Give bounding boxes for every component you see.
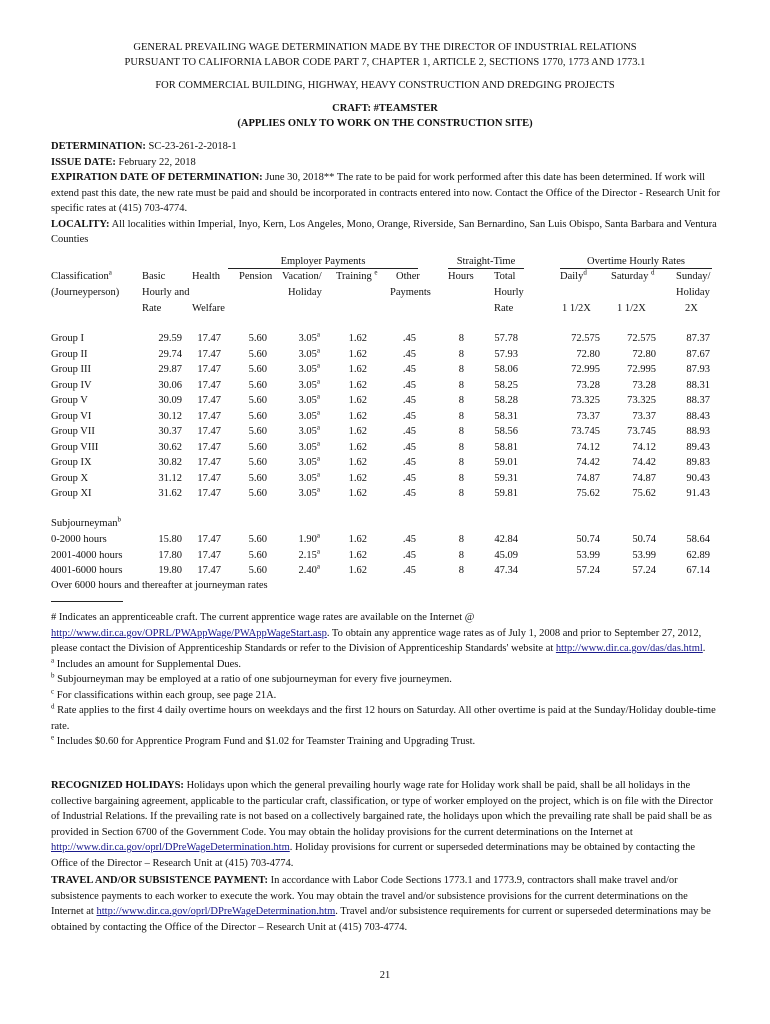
cell-train: 1.62 bbox=[348, 364, 367, 375]
cell-total: 58.06 bbox=[494, 364, 518, 375]
col-sunday-1: Sunday/ bbox=[676, 271, 711, 282]
cell-daily: 53.99 bbox=[576, 549, 600, 561]
header-line-1: GENERAL PREVAILING WAGE DETERMINATION MADE BY THE DIRECTOR OF INDUSTRIAL RELATIONS bbox=[133, 42, 637, 53]
cell-sun: 87.67 bbox=[686, 348, 710, 360]
cell-hours: 8 bbox=[458, 472, 464, 484]
cell-hours: 8 bbox=[458, 565, 464, 576]
cell-train: 1.62 bbox=[348, 565, 367, 576]
col-total-2: Hourly bbox=[494, 287, 524, 298]
travel-text-2: . Travel and/or subsistence requirements for current or superseded determinations may be obtained by contacting the Office of the Director – Research Unit at (415) 703-4774. bbox=[51, 906, 711, 933]
cell-sun: 89.43 bbox=[686, 441, 710, 453]
header-line-2: PURSUANT TO CALIFORNIA LABOR CODE PART 7, CHAPTER 1, ARTICLE 2, SECTIONS 1770, 1773 AND 1773.1 bbox=[124, 57, 646, 68]
col-sunday-rate: 2X bbox=[685, 303, 698, 314]
cell-pension: 5.60 bbox=[248, 426, 267, 437]
cell-basic: 30.37 bbox=[158, 426, 182, 437]
cell-health: 17.47 bbox=[197, 441, 221, 453]
cell-health: 17.47 bbox=[197, 395, 221, 406]
expiration-label: EXPIRATION DATE OF DETERMINATION: bbox=[51, 172, 263, 183]
col-training: Training $^e$ bbox=[336, 268, 378, 282]
cell-other: .45 bbox=[402, 333, 416, 344]
cell-cls: Group VI bbox=[51, 410, 92, 422]
col-pension: Pension bbox=[239, 271, 273, 282]
cell-hours: 8 bbox=[458, 441, 464, 453]
col-basic-2: Hourly and bbox=[142, 287, 190, 298]
cell-health: 17.47 bbox=[197, 549, 221, 561]
cell-basic: 30.82 bbox=[158, 457, 182, 468]
cell-total: 47.34 bbox=[494, 565, 518, 576]
cell-health: 17.47 bbox=[197, 426, 221, 437]
subjourneyman-title: Subjourneyman$^b$ bbox=[51, 515, 121, 529]
cell-other: .45 bbox=[402, 364, 416, 375]
col-hours: Hours bbox=[448, 271, 474, 282]
cell-cls: Group VIII bbox=[51, 441, 99, 453]
cell-basic: 19.80 bbox=[158, 565, 182, 576]
cell-total: 58.56 bbox=[494, 426, 518, 437]
cell-pension: 5.60 bbox=[248, 534, 267, 545]
header-line-3: FOR COMMERCIAL BUILDING, HIGHWAY, HEAVY CONSTRUCTION AND DREDGING PROJECTS bbox=[155, 80, 615, 91]
holidays-link[interactable]: http://www.dir.ca.gov/oprl/DPreWageDetermination.htm bbox=[51, 842, 290, 853]
straight-time-header: Straight-Time bbox=[456, 256, 516, 267]
cell-pension: 5.60 bbox=[248, 333, 267, 344]
cell-total: 58.81 bbox=[494, 441, 518, 453]
cell-other: .45 bbox=[402, 410, 416, 422]
cell-total: 45.09 bbox=[494, 549, 518, 561]
cell-daily: 74.87 bbox=[576, 472, 600, 484]
cell-sat: 53.99 bbox=[632, 549, 656, 561]
footnote-a: $^a$ Includes an amount for Supplemental Dues. bbox=[51, 656, 242, 670]
cell-total: 58.25 bbox=[494, 379, 518, 391]
cell-other: .45 bbox=[402, 549, 416, 561]
footnote-e: $^e$ Includes $0.60 for Apprentice Program Fund and $1.02 for Teamster Training and Upgrading Trust. bbox=[51, 733, 476, 747]
cell-train: 1.62 bbox=[348, 426, 367, 437]
cell-vac: 3.05$^a$ bbox=[298, 392, 320, 406]
cell-daily: 75.62 bbox=[576, 488, 600, 499]
cell-total: 58.31 bbox=[494, 410, 518, 422]
cell-sat: 73.37 bbox=[632, 410, 656, 422]
cell-daily: 72.995 bbox=[571, 364, 600, 375]
cell-hours: 8 bbox=[458, 379, 464, 391]
cell-sun: 88.37 bbox=[686, 395, 710, 406]
footnote-c: $^c$ For classifications within each group, see page 21A. bbox=[51, 687, 277, 701]
cell-basic: 30.62 bbox=[158, 441, 182, 453]
col-vacation-2: Holiday bbox=[288, 287, 322, 298]
cell-sat: 73.28 bbox=[632, 379, 656, 391]
cell-other: .45 bbox=[402, 348, 416, 360]
cell-vac: 3.05$^a$ bbox=[298, 408, 320, 422]
footnotes bbox=[51, 610, 723, 750]
cell-pension: 5.60 bbox=[248, 364, 267, 375]
holidays-text-1: Holidays upon which the general prevailing hourly wage rate for Holiday work shall be paid, shall be all holidays in the collective bargaining agreement, applicable to the particular craft, classification, or type of worker employed on the project, which is on file with the Director of Industrial Relations. If the prevailing rate is not based on a collectively bargained rate, the holidays upon which the prevailing rate shall be paid shall be as provided in Section 6700 of the Government Code. You may obtain the holiday provisions for the current determinations on the Internet at bbox=[51, 780, 713, 838]
cell-pension: 5.60 bbox=[248, 565, 267, 576]
cell-cls: 0-2000 hours bbox=[51, 534, 107, 545]
cell-cls: Group XI bbox=[51, 488, 92, 499]
cell-sat: 73.325 bbox=[627, 395, 656, 406]
holidays-label: RECOGNIZED HOLIDAYS: bbox=[51, 780, 184, 791]
footnote-separator bbox=[51, 601, 123, 602]
cell-pension: 5.60 bbox=[248, 549, 267, 561]
cell-vac: 3.05$^a$ bbox=[298, 346, 320, 360]
cell-hours: 8 bbox=[458, 395, 464, 406]
cell-sat: 72.80 bbox=[632, 348, 656, 360]
col-daily: Daily$^d$ bbox=[560, 268, 587, 282]
cell-other: .45 bbox=[402, 534, 416, 545]
col-saturday: Saturday $^d$ bbox=[611, 268, 655, 282]
cell-health: 17.47 bbox=[197, 565, 221, 576]
cell-daily: 73.28 bbox=[576, 379, 600, 391]
cell-health: 17.47 bbox=[197, 333, 221, 344]
travel-label: TRAVEL AND/OR SUBSISTENCE PAYMENT: bbox=[51, 875, 268, 886]
cell-other: .45 bbox=[402, 395, 416, 406]
determination-label: DETERMINATION: bbox=[51, 141, 146, 152]
cell-cls: Group IV bbox=[51, 379, 92, 391]
footnote-b: $^b$ Subjourneyman may be employed at a ratio of one subjourneyman for every five journeymen. bbox=[51, 671, 452, 685]
cell-vac: 1.90$^a$ bbox=[298, 531, 320, 545]
cell-cls: Group III bbox=[51, 364, 91, 375]
col-total-3: Rate bbox=[494, 303, 514, 314]
cell-sat: 57.24 bbox=[632, 565, 656, 576]
locality-label: LOCALITY: bbox=[51, 218, 110, 230]
applies-note: (APPLIES ONLY TO WORK ON THE CONSTRUCTION SITE) bbox=[237, 118, 533, 129]
recognized-holidays bbox=[51, 778, 723, 871]
col-saturday-rate: 1 1/2X bbox=[617, 303, 646, 314]
travel-text-1: In accordance with Labor Code Sections 1773.1 and 1773.9, contractors shall make travel and/or subsistence payments to each worker to execute the work. You may obtain the travel and/or subsistence provisions for the current determinations on the Internet at bbox=[51, 875, 688, 917]
cell-vac: 2.40$^a$ bbox=[298, 562, 320, 576]
col-daily-rate: 1 1/2X bbox=[562, 303, 591, 314]
cell-train: 1.62 bbox=[348, 488, 367, 499]
cell-sat: 74.87 bbox=[632, 472, 656, 484]
issue-date-value: February 22, 2018 bbox=[118, 156, 196, 168]
cell-sun: 89.83 bbox=[686, 457, 710, 468]
cell-basic: 30.12 bbox=[158, 410, 182, 422]
expiration-value: June 30, 2018** The rate to be paid for work performed after this date has been determined. If work will extend past this date, the new rate must be paid and should be incorporated in contracts entered into now. Contact the Office of the Director - Research Unit for specific rates at (415) 703-4774. bbox=[51, 172, 721, 214]
cell-vac: 3.05$^a$ bbox=[298, 439, 320, 453]
cell-sun: 91.43 bbox=[686, 488, 710, 499]
cell-vac: 3.05$^a$ bbox=[298, 470, 320, 484]
col-basic-1: Basic bbox=[142, 271, 166, 282]
cell-health: 17.47 bbox=[197, 348, 221, 360]
col-welfare: Welfare bbox=[192, 303, 225, 314]
cell-vac: 3.05$^a$ bbox=[298, 454, 320, 468]
cell-pension: 5.60 bbox=[248, 379, 267, 391]
locality-value: All localities within Imperial, Inyo, Kern, Los Angeles, Mono, Orange, Riverside, San Bernardino, San Luis Obispo, Santa Barbara and Ventura Counties bbox=[51, 218, 717, 245]
over-6000-note: Over 6000 hours and thereafter at journeyman rates bbox=[51, 580, 268, 591]
cell-health: 17.47 bbox=[197, 410, 221, 422]
footnote-hash: # Indicates an apprenticeable craft. The current apprentice wage rates are available on the Internet @ http://www.dir.ca.gov/OPRL/PWAppWage/PWAppWageStart.asp. To obtain any apprentice wage rates as of July 1, 2008 and prior to September 27, 2012, please contact the Division of Apprenticeship Standards or refer to the Division of Apprenticeship Standards' website at http://www.dir.ca.gov/das/das.html. bbox=[51, 612, 706, 654]
cell-daily: 50.74 bbox=[576, 534, 600, 545]
cell-hours: 8 bbox=[458, 457, 464, 468]
cell-total: 59.31 bbox=[494, 472, 518, 484]
cell-sun: 90.43 bbox=[686, 472, 710, 484]
cell-sat: 72.995 bbox=[627, 364, 656, 375]
cell-train: 1.62 bbox=[348, 472, 367, 484]
cell-basic: 31.62 bbox=[158, 488, 182, 499]
cell-sun: 62.89 bbox=[686, 549, 710, 561]
cell-train: 1.62 bbox=[348, 534, 367, 545]
cell-sun: 87.37 bbox=[686, 333, 710, 344]
cell-health: 17.47 bbox=[197, 457, 221, 468]
cell-other: .45 bbox=[402, 457, 416, 468]
cell-train: 1.62 bbox=[348, 333, 367, 344]
determination-value: SC-23-261-2-2018-1 bbox=[148, 141, 237, 152]
cell-basic: 17.80 bbox=[158, 549, 182, 561]
cell-basic: 30.09 bbox=[158, 395, 182, 406]
cell-total: 59.81 bbox=[494, 488, 518, 499]
cell-hours: 8 bbox=[458, 410, 464, 422]
cell-daily: 57.24 bbox=[576, 565, 600, 576]
cell-pension: 5.60 bbox=[248, 348, 267, 360]
cell-cls: 2001-4000 hours bbox=[51, 549, 123, 561]
cell-hours: 8 bbox=[458, 549, 464, 561]
col-sunday-2: Holiday bbox=[676, 287, 710, 298]
cell-total: 57.78 bbox=[494, 333, 518, 344]
cell-sat: 74.42 bbox=[632, 457, 656, 468]
cell-total: 42.84 bbox=[494, 534, 518, 545]
cell-vac: 3.05$^a$ bbox=[298, 377, 320, 391]
cell-cls: Group V bbox=[51, 395, 88, 406]
cell-hours: 8 bbox=[458, 534, 464, 545]
cell-vac: 2.15$^a$ bbox=[298, 547, 320, 561]
cell-train: 1.62 bbox=[348, 410, 367, 422]
col-total-1: Total bbox=[494, 271, 516, 282]
cell-pension: 5.60 bbox=[248, 488, 267, 499]
cell-cls: Group VII bbox=[51, 426, 95, 437]
cell-sun: 58.64 bbox=[686, 534, 710, 545]
cell-total: 58.28 bbox=[494, 395, 518, 406]
cell-pension: 5.60 bbox=[248, 441, 267, 453]
cell-sat: 75.62 bbox=[632, 488, 656, 499]
cell-vac: 3.05$^a$ bbox=[298, 330, 320, 344]
cell-basic: 15.80 bbox=[158, 534, 182, 545]
cell-pension: 5.60 bbox=[248, 457, 267, 468]
cell-health: 17.47 bbox=[197, 534, 221, 545]
cell-train: 1.62 bbox=[348, 441, 367, 453]
cell-basic: 29.74 bbox=[158, 348, 182, 360]
overtime-header: Overtime Hourly Rates bbox=[587, 256, 685, 267]
cell-sun: 67.14 bbox=[686, 565, 710, 576]
cell-cls: Group II bbox=[51, 348, 88, 360]
cell-other: .45 bbox=[402, 472, 416, 484]
cell-health: 17.47 bbox=[197, 472, 221, 484]
cell-cls: Group X bbox=[51, 472, 89, 484]
col-other-2: Payments bbox=[390, 287, 431, 298]
cell-sat: 73.745 bbox=[627, 426, 656, 437]
apprentice-wage-link[interactable]: http://www.dir.ca.gov/OPRL/PWAppWage/PWAppWageStart.asp bbox=[51, 627, 327, 639]
cell-train: 1.62 bbox=[348, 457, 367, 468]
col-basic-3: Rate bbox=[142, 303, 162, 314]
col-journeyperson: (Journeyperson) bbox=[51, 287, 120, 298]
employer-payments-header: Employer Payments bbox=[280, 256, 366, 267]
cell-daily: 72.80 bbox=[576, 348, 600, 360]
cell-basic: 29.87 bbox=[158, 364, 182, 375]
cell-sun: 88.43 bbox=[686, 410, 710, 422]
travel-link[interactable]: http://www.dir.ca.gov/oprl/DPreWageDetermination.htm bbox=[96, 906, 336, 917]
cell-daily: 74.12 bbox=[576, 441, 600, 453]
cell-daily: 72.575 bbox=[571, 333, 600, 344]
cell-cls: 4001-6000 hours bbox=[51, 565, 123, 576]
cell-hours: 8 bbox=[458, 488, 464, 499]
cell-vac: 3.05$^a$ bbox=[298, 485, 320, 499]
cell-health: 17.47 bbox=[197, 379, 221, 391]
cell-pension: 5.60 bbox=[248, 410, 267, 422]
cell-other: .45 bbox=[402, 488, 416, 499]
cell-sun: 87.93 bbox=[686, 364, 710, 375]
col-other-1: Other bbox=[396, 271, 420, 282]
cell-daily: 73.325 bbox=[571, 395, 600, 406]
cell-basic: 31.12 bbox=[158, 472, 182, 484]
cell-hours: 8 bbox=[458, 333, 464, 344]
cell-daily: 73.37 bbox=[576, 410, 600, 422]
issue-date-label: ISSUE DATE: bbox=[51, 156, 116, 168]
cell-health: 17.47 bbox=[197, 364, 221, 375]
cell-total: 59.01 bbox=[494, 457, 518, 468]
cell-pension: 5.60 bbox=[248, 395, 267, 406]
cell-hours: 8 bbox=[458, 426, 464, 437]
col-health: Health bbox=[192, 271, 220, 282]
cell-other: .45 bbox=[402, 441, 416, 453]
cell-vac: 3.05$^a$ bbox=[298, 423, 320, 437]
cell-pension: 5.60 bbox=[248, 472, 267, 484]
cell-sat: 72.575 bbox=[627, 333, 656, 344]
cell-basic: 30.06 bbox=[158, 379, 182, 391]
cell-sun: 88.93 bbox=[686, 426, 710, 437]
cell-vac: 3.05$^a$ bbox=[298, 361, 320, 375]
cell-sat: 50.74 bbox=[632, 534, 656, 545]
cell-sat: 74.12 bbox=[632, 441, 656, 453]
col-vacation-1: Vacation/ bbox=[282, 271, 322, 282]
cell-cls: Group I bbox=[51, 333, 84, 344]
cell-health: 17.47 bbox=[197, 488, 221, 499]
cell-train: 1.62 bbox=[348, 348, 367, 360]
cell-other: .45 bbox=[402, 379, 416, 391]
holidays-text-2: . Holiday provisions for current or superseded determinations may be obtained by contacting the Office of the Director – Research Unit at (415) 703-4774. bbox=[51, 842, 696, 869]
cell-sun: 88.31 bbox=[686, 379, 710, 391]
col-classification: Classification$^a$ bbox=[51, 268, 112, 282]
cell-train: 1.62 bbox=[348, 549, 367, 561]
cell-daily: 74.42 bbox=[576, 457, 600, 468]
cell-basic: 29.59 bbox=[158, 333, 182, 344]
travel-subsistence bbox=[51, 873, 723, 935]
cell-other: .45 bbox=[402, 565, 416, 576]
page-number: 21 bbox=[379, 970, 391, 981]
das-link[interactable]: http://www.dir.ca.gov/das/das.html bbox=[555, 643, 703, 654]
cell-daily: 73.745 bbox=[571, 426, 600, 437]
cell-total: 57.93 bbox=[494, 348, 518, 360]
cell-train: 1.62 bbox=[348, 395, 367, 406]
cell-hours: 8 bbox=[458, 348, 464, 360]
cell-hours: 8 bbox=[458, 364, 464, 375]
craft-title: CRAFT: #TEAMSTER bbox=[332, 103, 438, 114]
footnote-d: $^d$ Rate applies to the first 4 daily overtime hours on weekdays and the first 12 hours on Saturday. All other overtime is paid at the Sunday/Holiday double-time rate. bbox=[51, 702, 716, 732]
cell-cls: Group IX bbox=[51, 457, 92, 468]
cell-other: .45 bbox=[402, 426, 416, 437]
cell-train: 1.62 bbox=[348, 379, 367, 391]
